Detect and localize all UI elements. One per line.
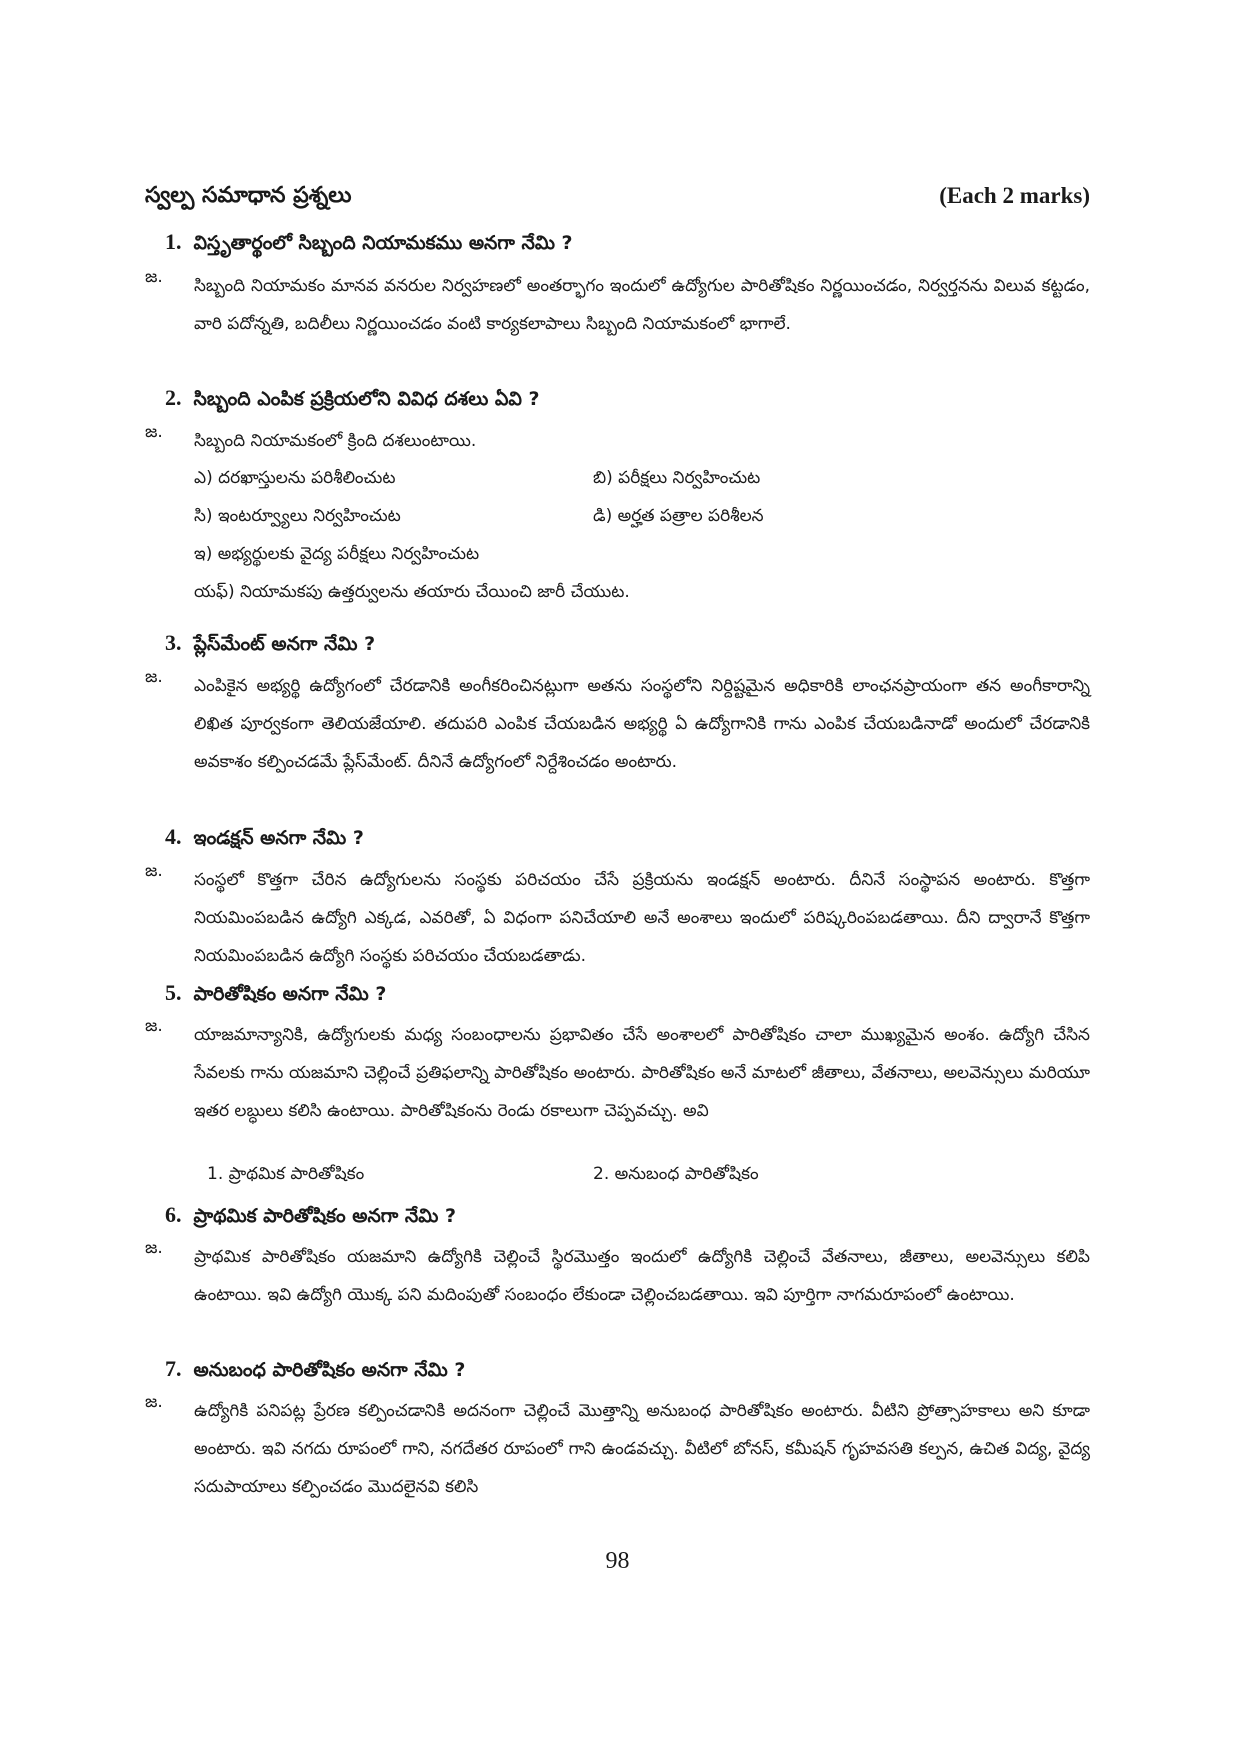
answer-prefix: జ. [145,1016,163,1036]
stage-item: డి) అర్హత పత్రాల పరిశీలన [593,506,764,526]
question-4 [165,824,1090,858]
answer-prefix: జ. [145,1392,163,1412]
remuneration-type: 2. అనుబంధ పారితోషికం [593,1164,759,1184]
answer-3 [145,667,1090,781]
question-number: 2. [165,385,182,410]
answer-2 [145,422,1090,460]
section-header [145,183,1090,219]
answer-text: సిబ్బంది నియామకం మానవ వనరుల నిర్వహణలో అంతర్భాగం ఇందులో ఉద్యోగుల పారితోషికం నిర్ణయించడం, నిర్వర్తనను విలువ కట్టడం, వారి పదోన్నతి, బదిలీలు నిర్ణయించడం వంటి కార్యకలాపాలు సిబ్బంది నియామకంలో భాగాలే. [194,276,1090,334]
question-5 [165,980,1090,1014]
page-number: 98 [605,1548,630,1574]
question-number: 5. [165,980,182,1005]
answer-prefix: జ. [145,1238,163,1258]
question-text: ప్రాథమిక పారితోషికం అనగా నేమి ? [193,1205,456,1227]
stage-item: యఫ్) నియామకపు ఉత్తర్వులను తయారు చేయించి జారీ చేయుట. [194,582,630,602]
question-text: అనుబంధ పారితోషికం అనగా నేమి ? [193,1359,466,1381]
question-2 [165,385,1090,419]
answer-prefix: జ. [145,267,163,287]
answer-text: ఉద్యోగికి పనిపట్ల ప్రేరణ కల్పించడానికి అదనంగా చెల్లించే మొత్తాన్ని అనుబంధ పారితోషికం అంటారు. వీటిని ప్రోత్సాహకాలు అని కూడా అంటారు. ఇవి నగదు రూపంలో గాని, నగదేతర రూపంలో గాని ఉండవచ్చు. వీటిలో బోనస్, కమీషన్ గృహవసతి కల్పన, ఉచిత విద్య, వైద్య సదుపాయాలు కల్పించడం మొదలైనవి కలిసి [194,1401,1090,1497]
question-number: 7. [165,1356,182,1381]
question-1 [165,229,1090,263]
question-6 [165,1202,1090,1236]
answer-4 [145,861,1090,975]
question-text: సిబ్బంది ఎంపిక ప్రక్రియలోని వివిధ దశలు ఏవి ? [193,388,540,410]
stage-item: బి) పరీక్షలు నిర్వహించుట [593,468,761,488]
question-number: 6. [165,1202,182,1227]
answer-5 [145,1016,1090,1130]
answer-text: సిబ్బంది నియామకంలో క్రింది దశలుంటాయి. [194,431,477,451]
question-number: 4. [165,824,182,849]
stage-item: ఎ) దరఖాస్తులను పరిశీలించుట [194,468,396,488]
answer-prefix: జ. [145,667,163,687]
answer-text: సంస్థలో కొత్తగా చేరిన ఉద్యోగులను సంస్థకు పరిచయం చేసే ప్రక్రియను ఇండక్షన్ అంటారు. దీనినే సంస్థాపన అంటారు. కొత్తగా నియమింపబడిన ఉద్యోగి ఎక్కడ, ఎవరితో, ఏ విధంగా పనిచేయాలి అనే అంశాలు ఇందులో పరిష్కరింపబడతాయి. దీని ద్వారానే కొత్తగా నియమింపబడిన ఉద్యోగి సంస్థకు పరిచయం చేయబడతాడు. [194,870,1090,966]
stage-item: సి) ఇంటర్వ్యూలు నిర్వహించుట [194,506,401,526]
stage-item: ఇ) అభ్యర్థులకు వైద్య పరీక్షలు నిర్వహించుట [194,544,480,564]
marks-label: (Each 2 marks) [939,183,1090,208]
question-number: 3. [165,630,182,655]
document-page [145,0,1090,1755]
answer-text: యాజమాన్యానికి, ఉద్యోగులకు మధ్య సంబంధాలను ప్రభావితం చేసే అంశాలలో పారితోషికం చాలా ముఖ్యమైన అంశం. ఉద్యోగి చేసిన సేవలకు గాను యజమాని చెల్లించే ప్రతిఫలాన్ని పారితోషికం అంటారు. పారితోషికం అనే మాటలో జీతాలు, వేతనాలు, అలవెన్సులు మరియూ ఇతర లబ్ధులు కలిసి ఉంటాయి. పారితోషికంను రెండు రకాలుగా చెప్పవచ్చు. అవి [194,1025,1090,1121]
answer-6 [145,1238,1090,1314]
section-title: స్వల్ప సమాధాన ప్రశ్నలు [145,183,352,208]
answer-prefix: జ. [145,422,163,442]
answer-1 [145,267,1090,343]
answer-text: ప్రాథమిక పారితోషికం యజమాని ఉద్యోగికి చెల్లించే స్థిరమొత్తం ఇందులో ఉద్యోగికి చెల్లించే వేతనాలు, జీతాలు, అలవెన్సులు కలిపి ఉంటాయి. ఇవి ఉద్యోగి యొక్క పని మదింపుతో సంబంధం లేకుండా చెల్లించబడతాయి. ఇవి పూర్తిగా నాగమరూపంలో ఉంటాయి. [194,1247,1090,1305]
answer-text: ఎంపికైన అభ్యర్థి ఉద్యోగంలో చేరడానికి అంగీకరించినట్లుగా అతను సంస్థలోని నిర్దిష్టమైన అధికారికి లాంఛనప్రాయంగా తన అంగీకారాన్ని లిఖిత పూర్వకంగా తెలియజేయాలి. తదుపరి ఎంపిక చేయబడిన అభ్యర్థి ఏ ఉద్యోగానికి గాను ఎంపిక చేయబడినాడో అందులో చేరడానికి అవకాశం కల్పించడమే ప్లేస్‌మేంట్. దీనినే ఉద్యోగంలో నిర్దేశించడం అంటారు. [194,676,1090,772]
question-text: ఇండక్షన్ అనగా నేమి ? [193,827,364,849]
question-7 [165,1356,1090,1390]
remuneration-type: 1. ప్రాథమిక పారితోషికం [207,1164,365,1184]
question-text: విస్తృతార్థంలో సిబ్బంది నియామకము అనగా నేమి ? [193,232,573,254]
question-text: పారితోషికం అనగా నేమి ? [193,983,387,1005]
answer-7 [145,1392,1090,1506]
answer-prefix: జ. [145,861,163,881]
question-text: ప్లేస్‌మేంట్ అనగా నేమి ? [193,633,376,655]
question-number: 1. [165,229,182,254]
question-3 [165,630,1090,664]
